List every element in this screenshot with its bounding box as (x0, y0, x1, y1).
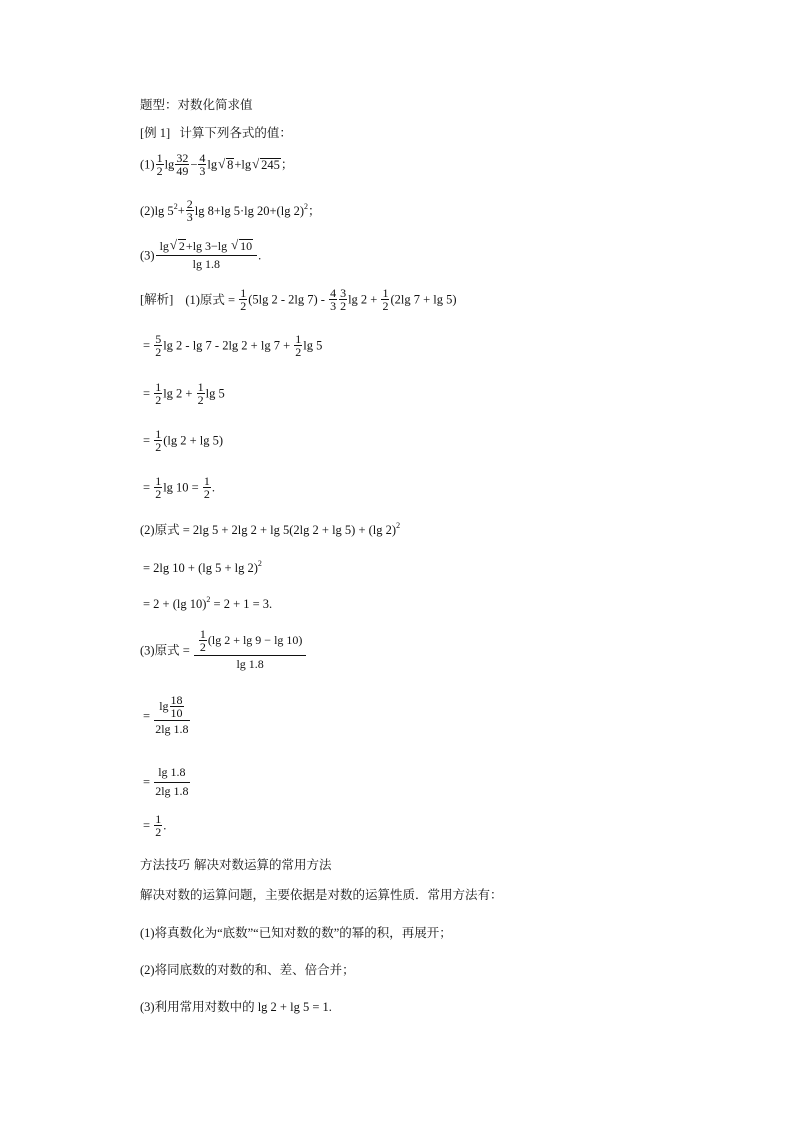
q1-number: (1) (140, 157, 155, 172)
q3-number: (3) (140, 248, 155, 263)
question-1 (140, 152, 293, 177)
solution-2-line-1: (2)原式 = 2lg 5 + 2lg 2 + lg 5(2lg 2 + lg 5) + (lg 2)$^2$ (140, 521, 401, 537)
solution-1-line-3: = $\frac{1}{2}$ lg 2 + $\frac{1}{2}$ lg 5 (143, 380, 225, 407)
solution-3-line-4: = $\frac{1}{2}$ . (143, 812, 167, 839)
method-title: 方法技巧 解决对数运算的常用方法 (140, 857, 332, 872)
q1-lg-2: lg (207, 157, 218, 172)
solution-2-line-2: = 2lg 10 + (lg 5 + lg 2)$^2$ (143, 559, 262, 575)
q1-fraction-32-49: $\frac{32}{49}$ (176, 151, 189, 178)
section-heading: 题型：对数化简求值 (140, 97, 253, 112)
q1-fraction-4-3: $\frac{4}{3}$ (199, 151, 206, 178)
solution-1-line-2: = $\frac{5}{2}$ lg 2 - lg 7 - 2lg 2 + lg 7 + $\frac{1}{2}$ lg 5 (143, 332, 323, 359)
question-3 (140, 238, 261, 273)
question-2 (140, 198, 321, 223)
solution-label: [解析] (140, 292, 174, 307)
solution-1-line-1: [解析] (1)原式 = $\frac{1}{2}$ (5lg 2 - 2lg 7) - $\frac{4}{3}$ $\frac{3}{2}$ lg 2 + $\frac{1}{2}$ (2lg 7 + lg 5) (140, 286, 457, 313)
q3-end: . (258, 248, 262, 263)
q2-fraction-2-3: $\frac{2}{3}$ (186, 197, 193, 224)
q1-plus-lg: +lg (234, 157, 252, 172)
solution-3-line-3: = $\frac{\lg 1.8}{2\lg 1.8}$ (143, 765, 189, 798)
solution-1-line-5: = $\frac{1}{2}$ lg 10 = $\frac{1}{2}$ . (143, 474, 215, 501)
q1-end: ； (280, 157, 294, 172)
solution-1-line-4: = $\frac{1}{2}$ (lg 2 + lg 5) (143, 427, 224, 454)
method-intro: 解决对数的运算问题，主要依据是对数的运算性质．常用方法有： (140, 888, 503, 902)
q1-lg: lg (164, 157, 175, 172)
method-item-3: (3)利用常用对数中的 lg 2 + lg 5 = 1. (140, 1000, 332, 1014)
s3-main-fraction: $\frac{1}{2}$ (lg 2 + lg 9 − lg 10) lg 1.8 (194, 628, 307, 673)
q2-head: (2)lg $5^2$ (140, 201, 178, 218)
solution-3-line-2: = lg $\frac{18}{10}$ 2lg 1.8 (143, 693, 189, 736)
example-prompt (140, 125, 292, 141)
q1-sqrt-8: √ 8 (226, 158, 234, 172)
q3-fraction: $\frac{\lg√ 2+\lg 3-\lg √ 10}{\lg 1.8}$ (156, 238, 258, 273)
method-item-2: (2)将同底数的对数的和、差、倍合并； (140, 963, 355, 977)
solution-2-line-3: = 2 + (lg 10)$^2$ = 2 + 1 = 3. (143, 595, 273, 611)
example-instruction: 计算下列各式的值： (179, 126, 292, 140)
q1-fraction-half: $\frac{1}{2}$ (156, 151, 163, 178)
q1-sqrt-245: √ 245 (260, 158, 281, 172)
q2-rest: lg 8+lg 5·lg 20+(lg 2)$^2$； (194, 201, 321, 218)
solution-3-line-1: (3)原式 = $\frac{1}{2}$ (lg 2 + lg 9 − lg 10) lg 1.8 (140, 628, 307, 673)
q1-minus: − (190, 157, 198, 172)
example-label: [例 1] (140, 126, 171, 140)
method-item-1: (1)将真数化为“底数”“已知对数的数”的幂的积，再展开； (140, 926, 452, 940)
q2-plus: + (177, 203, 185, 218)
